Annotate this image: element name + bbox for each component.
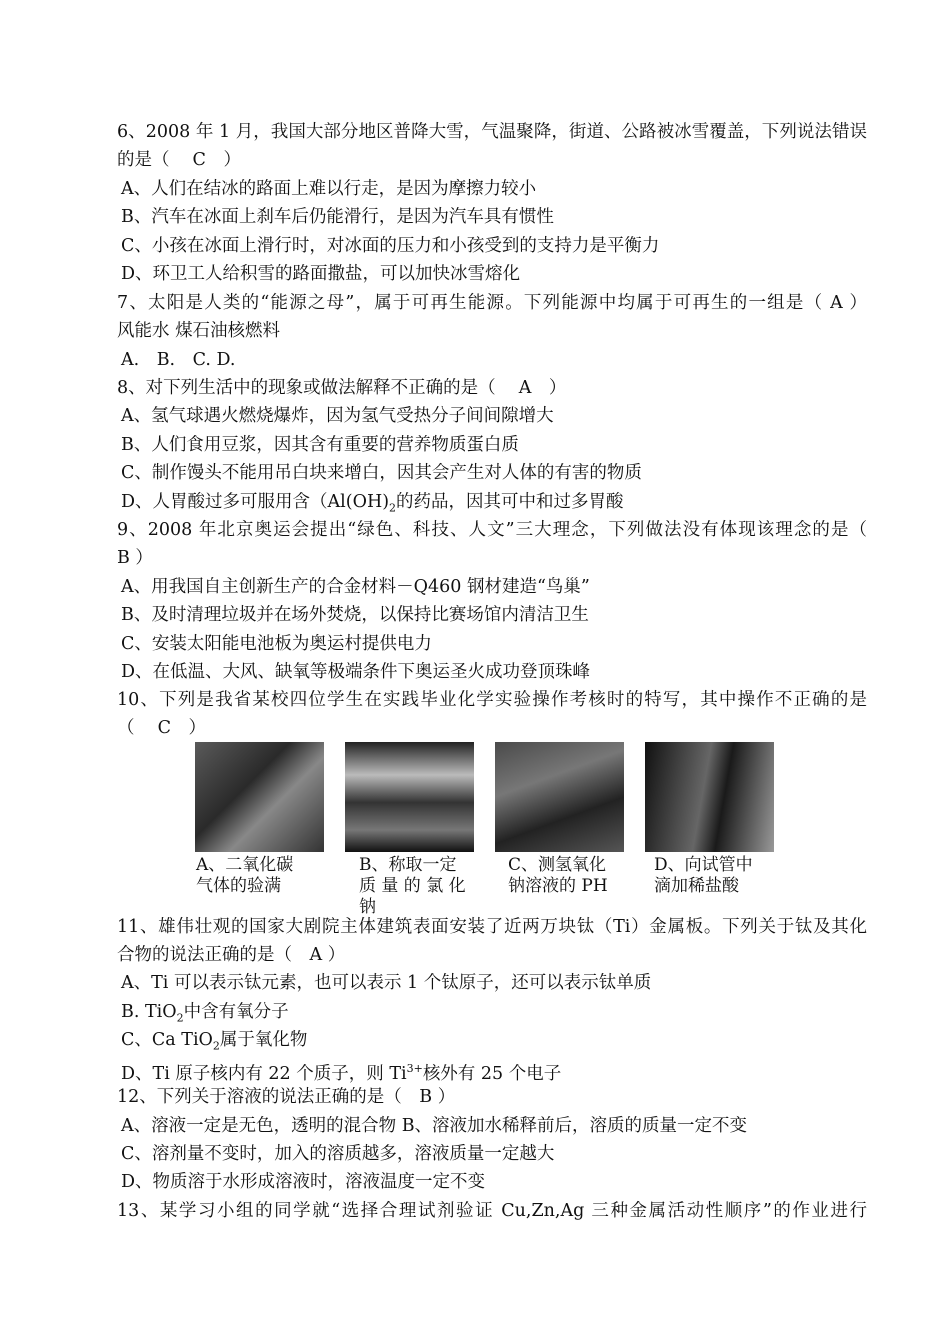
q9-stem-line2: B ） [117,548,153,568]
q9-option-c: C、安装太阳能电池板为奥运村提供电力 [121,634,432,654]
q8-option-c: C、制作馒头不能用吊白块来增白，因其会产生对人体的有害的物质 [121,463,642,483]
q11-option-b: B. TiO$_2$中含有氧分子 [121,1002,289,1025]
q10-stem-line2: （ C ） [117,718,206,738]
photo-ph-test [495,742,624,852]
q13-stem-line1: 13、某学习小组的同学就“选择合理试剂验证 Cu,Zn,Ag 三种金属活动性顺序”的作业进行 [117,1201,867,1221]
q11-option-a: A、Ti 可以表示钛元素，也可以表示 1 个钛原子，还可以表示钛单质 [121,973,652,993]
q7-stem-line1: 7、太阳是人类的“能源之母”，属于可再生能源。下列能源中均属于可再生的一组是（ A ） [117,293,867,313]
q12-stem: 12、下列关于溶液的说法正确的是（ B ） [117,1087,456,1107]
q11-option-d: D、Ti 原子核内有 22 个质子，则 $Ti^{3+}$核外有 25 个电子 [121,1062,562,1084]
photo-co2-test [195,742,324,852]
q8-stem: 8、对下列生活中的现象或做法解释不正确的是（ A ） [117,378,567,398]
caption-c: C、测氢氧化 钠溶液的 PH [508,855,608,896]
q9-option-d: D、在低温、大风、缺氧等极端条件下奥运圣火成功登顶珠峰 [121,662,591,682]
q10-stem-line1: 10、下列是我省某校四位学生在实践毕业化学实验操作考核时的特写，其中操作不正确的是 [117,690,867,710]
q7-options: A. B. C. D. [121,350,236,370]
q6-option-c: C、小孩在冰面上滑行时，对冰面的压力和小孩受到的支持力是平衡力 [121,236,660,256]
q11-stem-line1: 11、雄伟壮观的国家大剧院主体建筑表面安装了近两万块钛（Ti）金属板。下列关于钛及其化 [117,917,867,937]
q6-stem-line1: 6、2008 年 1 月，我国大部分地区普降大雪，气温聚降，街道、公路被冰雪覆盖，下列说法错误 [117,122,867,142]
q6-option-d: D、环卫工人给积雪的路面撒盐，可以加快冰雪熔化 [121,264,521,284]
q11-option-c: C、Ca TiO$_2$属于氧化物 [121,1030,308,1053]
caption-b: B、称取一定 质 量 的 氯 化 钠 [359,855,466,917]
q9-option-a: A、用我国自主创新生产的合金材料－Q460 钢材建造“鸟巢” [121,577,590,597]
q8-option-a: A、氢气球遇火燃烧爆炸，因为氢气受热分子间间隙增大 [121,406,554,426]
photo-add-acid [645,742,774,852]
q8-option-d: D、人胃酸过多可服用含（$Al(OH)_2$的药品，因其可中和过多胃酸 [121,492,624,515]
caption-a: A、二氧化碳 气体的验满 [196,855,294,896]
q6-option-b: B、汽车在冰面上刹车后仍能滑行，是因为汽车具有惯性 [121,207,554,227]
q7-stem-line2: 风能水 煤石油核燃料 [117,321,281,341]
q6-stem-line2: 的是（ C ） [117,150,241,170]
q8-option-b: B、人们食用豆浆，因其含有重要的营养物质蛋白质 [121,435,519,455]
q12-option-d: D、物质溶于水形成溶液时，溶液温度一定不变 [121,1172,486,1192]
photo-weighing-nacl [345,742,474,852]
q12-option-c: C、溶剂量不变时，加入的溶质越多，溶液质量一定越大 [121,1144,555,1164]
q12-option-ab: A、溶液一定是无色，透明的混合物 B、溶液加水稀释前后，溶质的质量一定不变 [121,1116,748,1136]
q6-option-a: A、人们在结冰的路面上难以行走，是因为摩擦力较小 [121,179,537,199]
q9-stem-line1: 9、2008 年北京奥运会提出“绿色、科技、人文”三大理念，下列做法没有体现该理念的是（ [117,520,867,540]
q11-stem-line2: 合物的说法正确的是（ A ） [117,945,346,965]
q9-option-b: B、及时清理垃圾并在场外焚烧，以保持比赛场馆内清洁卫生 [121,605,589,625]
caption-d: D、向试管中 滴加稀盐酸 [654,855,753,896]
